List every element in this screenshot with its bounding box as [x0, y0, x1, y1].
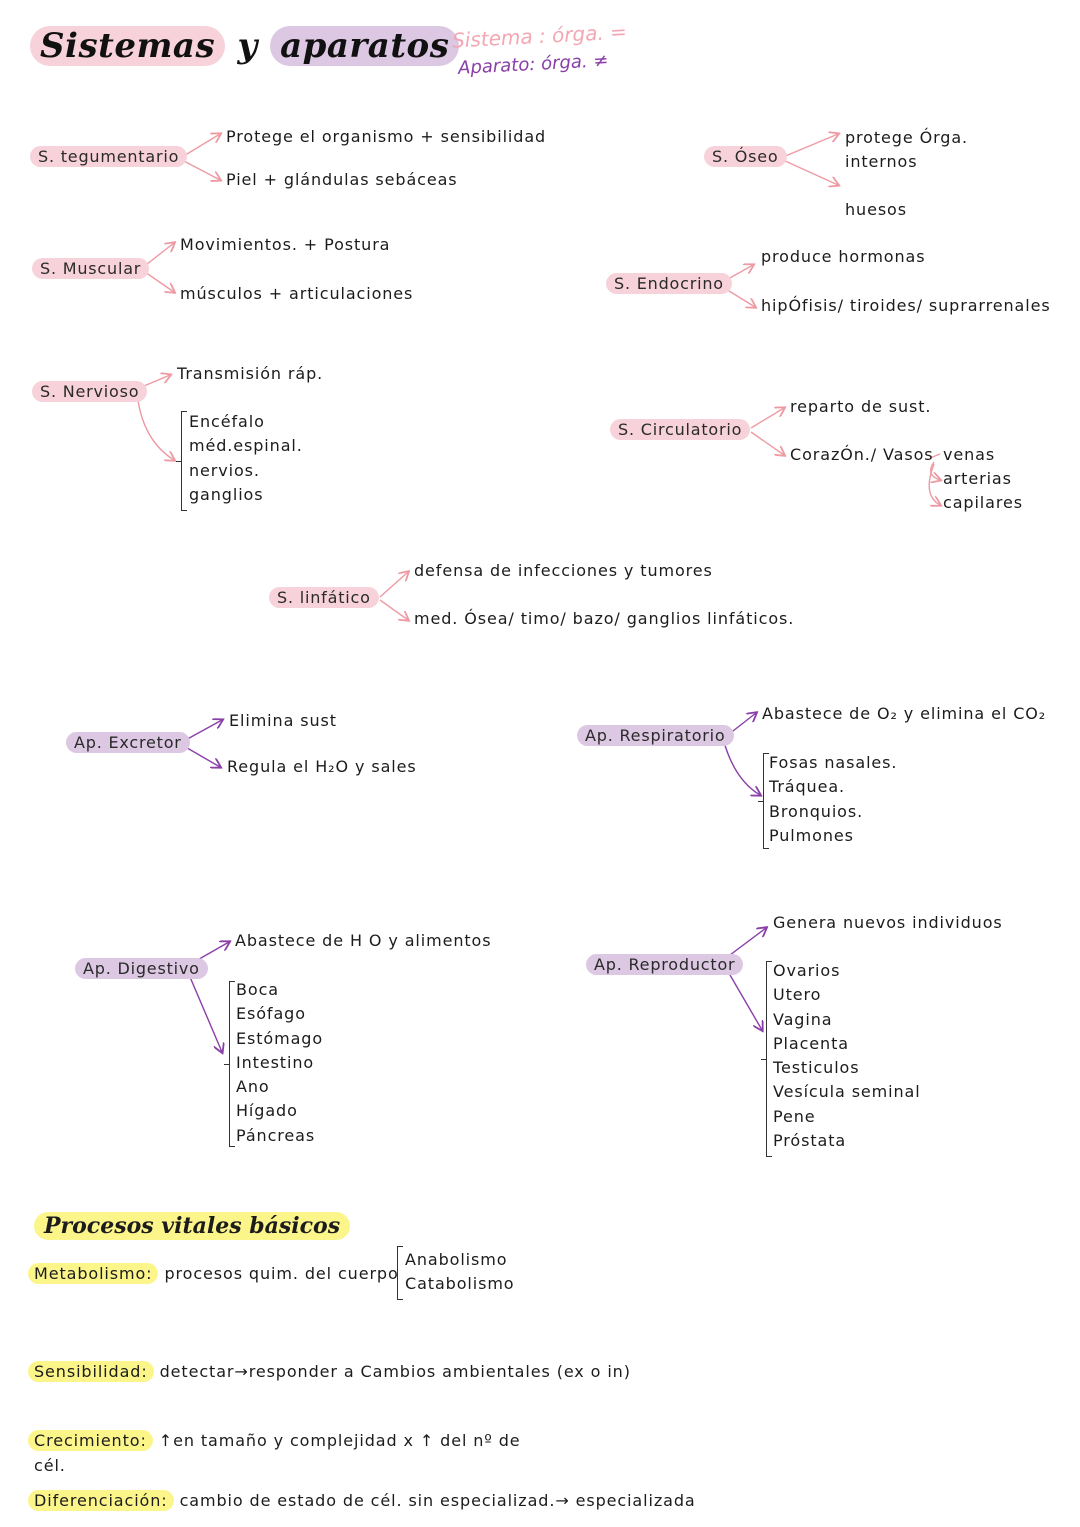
oseo-item-1: protege Órga.: [845, 128, 969, 147]
oseo-item-3: huesos: [845, 200, 907, 219]
list-item: Ano: [236, 1077, 270, 1097]
crecimiento-text-2: cél.: [34, 1456, 66, 1475]
list-item: nervios.: [189, 460, 260, 480]
tegumentario-item-2: Piel + glándulas sebáceas: [226, 170, 458, 189]
list-item: ganglios: [189, 484, 264, 504]
title-part1: Sistemas: [30, 26, 225, 66]
list-item: Esófago: [236, 1004, 306, 1024]
diferenciacion-text: cambio de estado de cél. sin especializad.→ especializada: [179, 1491, 696, 1510]
oseo-item-2: internos: [845, 152, 918, 171]
muscular-item-2: músculos + articulaciones: [180, 284, 414, 303]
list-item: Utero: [773, 985, 822, 1005]
list-item: Próstata: [773, 1131, 847, 1151]
diferenciacion-term: Diferenciación:: [28, 1490, 174, 1511]
metabolismo-row: [28, 1264, 399, 1283]
title-join: y: [237, 26, 258, 66]
list-item: Testiculos: [773, 1058, 860, 1078]
excretor-item-1: Elimina sust: [229, 711, 337, 730]
procesos-title: Procesos vitales básicos: [34, 1212, 350, 1240]
sensibilidad-row: [28, 1362, 631, 1381]
vasos-capilares: capilares: [943, 493, 1023, 512]
digestivo-bracket: [229, 981, 235, 1147]
respiratorio-list: [769, 751, 897, 848]
system-circulatorio-label: S. Circulatorio: [610, 419, 750, 440]
nervioso-list: [189, 410, 303, 507]
reproductor-list: [773, 959, 921, 1153]
list-item: Anabolismo: [405, 1250, 508, 1269]
crecimiento-text: ↑en tamaño y complejidad x ↑ del nº de: [158, 1431, 521, 1450]
list-item: Tráquea.: [769, 777, 846, 797]
crecimiento-term: Crecimiento:: [28, 1430, 153, 1451]
list-item: Catabolismo: [405, 1274, 515, 1294]
system-oseo-label: S. Óseo: [704, 146, 787, 167]
aparato-excretor-label: Ap. Excretor: [66, 732, 190, 753]
reproductor-item-1: Genera nuevos individuos: [773, 913, 1003, 932]
list-item: Ovarios: [773, 961, 841, 980]
endocrino-item-2: hipÓfisis/ tiroides/ suprarrenales: [761, 296, 1051, 315]
linfatico-item-2: med. Ósea/ timo/ bazo/ ganglios linfáticos.: [414, 609, 795, 628]
sensibilidad-term: Sensibilidad:: [28, 1361, 154, 1382]
system-tegumentario-label: S. tegumentario: [30, 146, 187, 167]
aparato-respiratorio-label: Ap. Respiratorio: [577, 725, 734, 746]
list-item: Bronquios.: [769, 801, 864, 821]
list-item: méd.espinal.: [189, 436, 303, 456]
metabolismo-bracket: [397, 1246, 403, 1300]
sensibilidad-text: detectar→responder a Cambios ambientales (ex o in): [159, 1362, 631, 1381]
list-item: Placenta: [773, 1033, 849, 1053]
system-muscular-label: S. Muscular: [32, 258, 149, 279]
muscular-item-1: Movimientos. + Postura: [180, 235, 391, 254]
circulatorio-item-1: reparto de sust.: [790, 397, 932, 416]
endocrino-item-1: produce hormonas: [761, 247, 926, 266]
system-nervioso-label: S. Nervioso: [32, 381, 147, 402]
crecimiento-row: [28, 1431, 521, 1450]
system-endocrino-label: S. Endocrino: [606, 273, 732, 294]
digestivo-item-1: Abastece de H O y alimentos: [235, 931, 492, 950]
list-item: Vagina: [773, 1009, 833, 1029]
metabolismo-list: [405, 1248, 515, 1297]
list-item: Estómago: [236, 1028, 324, 1048]
metabolismo-text: procesos quim. del cuerpo: [164, 1264, 399, 1283]
list-item: Páncreas: [236, 1125, 316, 1145]
metabolismo-term: Metabolismo:: [28, 1263, 158, 1284]
digestivo-list: [236, 978, 323, 1148]
nervioso-bracket: [181, 411, 187, 511]
list-item: Pene: [773, 1106, 816, 1126]
list-item: Hígado: [236, 1101, 298, 1121]
tegumentario-item-1: Protege el organismo + sensibilidad: [226, 127, 547, 146]
list-item: Fosas nasales.: [769, 753, 898, 772]
diferenciacion-row: [28, 1491, 696, 1510]
note-sistema: Sistema : órga. =: [451, 19, 628, 53]
list-item: Encéfalo: [189, 412, 265, 431]
nervioso-item-1: Transmisión ráp.: [177, 364, 324, 383]
aparato-reproductor-label: Ap. Reproductor: [586, 954, 743, 975]
excretor-item-2: Regula el H₂O y sales: [227, 757, 417, 776]
list-item: Intestino: [236, 1052, 315, 1072]
list-item: Boca: [236, 980, 279, 999]
note-aparato: Aparato: órga. ≠: [457, 50, 609, 79]
respiratorio-item-1: Abastece de O₂ y elimina el CO₂: [762, 704, 1047, 723]
system-linfatico-label: S. linfático: [269, 587, 379, 608]
reproductor-bracket: [766, 961, 772, 1157]
title-part2: aparatos: [270, 26, 459, 66]
vasos-arterias: arterias: [943, 469, 1012, 488]
aparato-digestivo-label: Ap. Digestivo: [75, 958, 208, 979]
vasos-venas: venas: [943, 445, 996, 464]
circulatorio-item-2: CorazÓn./ Vasos: [790, 445, 934, 464]
list-item: Vesícula seminal: [773, 1082, 921, 1102]
list-item: Pulmones: [769, 825, 854, 845]
linfatico-item-1: defensa de infecciones y tumores: [414, 561, 713, 580]
